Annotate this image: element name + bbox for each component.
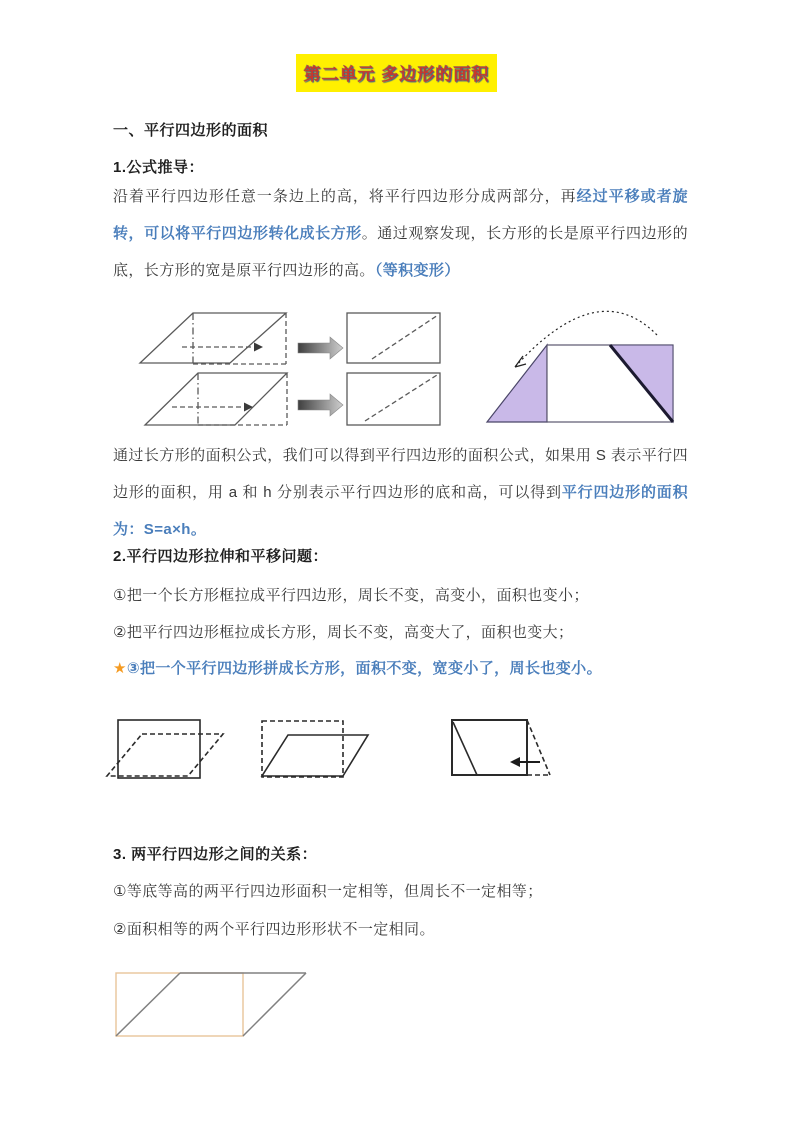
parallelogram-to-rect-diagram: [262, 721, 368, 777]
block-arrow-right-icon: [298, 394, 343, 416]
equal-base-height-diagram: [113, 968, 328, 1048]
moved-triangle-dashed-line: [372, 315, 438, 359]
result-rectangle: [347, 373, 440, 425]
star-icon: ★: [113, 660, 127, 677]
stretch-item-3: [113, 650, 713, 687]
subsection-heading-relation: 3. 两平行四边形之间的关系：: [113, 846, 318, 863]
stretch-item-1: ①把一个长方形框拉成平行四边形，周长不变，高变小，面积也变小；: [113, 587, 589, 604]
left-purple-triangle: [487, 345, 547, 422]
paragraph-highlight-blue: 经过平移或者旋转，可以将平行四边形转化成长方形: [113, 188, 688, 242]
cut-and-move-diagram: [452, 720, 550, 775]
subsection-heading-formula-derivation: 1.公式推导：: [113, 159, 205, 176]
stretch-item-2: ②把平行四边形框拉成长方形，周长不变，高变大了，面积也变大；: [113, 624, 574, 641]
relation-item-2: ②面积相等的两个平行四边形形状不一定相同。: [113, 921, 435, 938]
relation-item-1: ①等底等高的两平行四边形面积一定相等，但周长不一定相等；: [113, 883, 543, 900]
stretch-item-3-text: ③把一个平行四边形拼成长方形，面积不变，宽变小了，周长也变小。: [126, 660, 602, 677]
paragraph-text: 。通过观察发现，长方形的长是原平行四边形的底，长方形的宽是原平行四边形的高。: [113, 225, 689, 279]
page-title-row: [0, 54, 793, 92]
section-heading-parallelogram-area: 一、平行四边形的面积: [113, 122, 269, 139]
arrow-left-icon: [510, 757, 540, 767]
dashed-arrow-right-icon: [172, 403, 253, 412]
paragraph-text: 通过长方形的面积公式，我们可以得到平行四边形的面积公式，如果用 S 表示平行四边形的面积，用 a 和 h 分别表示平行四边形的底和高，可以得到: [113, 447, 688, 501]
paragraph-highlight-blue: （等积变形）: [374, 262, 460, 279]
orange-rectangle: [116, 973, 243, 1036]
result-rectangle: [347, 313, 440, 363]
paragraph-text: 沿着平行四边形任意一条边上的高，将平行四边形分成两部分，再: [113, 188, 577, 205]
moved-triangle-dashed-line: [365, 375, 437, 421]
block-arrow-right-icon: [298, 337, 343, 359]
rect-to-parallelogram-diagram: [107, 720, 223, 778]
triangle-rotation-diagram: [480, 295, 690, 430]
formula-derivation-paragraph: [113, 178, 688, 289]
subsection-heading-stretch: 2.平行四边形拉伸和平移问题：: [113, 548, 329, 565]
gray-parallelogram: [116, 973, 306, 1036]
parallelogram-shape: [145, 373, 287, 425]
stretch-diagrams-row: [100, 695, 580, 805]
area-formula-highlight: 平行四边形的面积为：S=a×h。: [113, 484, 688, 538]
area-formula-paragraph: [113, 437, 688, 548]
parallelogram-shape: [140, 313, 286, 363]
page-title: 第二单元 多边形的面积: [296, 54, 498, 92]
